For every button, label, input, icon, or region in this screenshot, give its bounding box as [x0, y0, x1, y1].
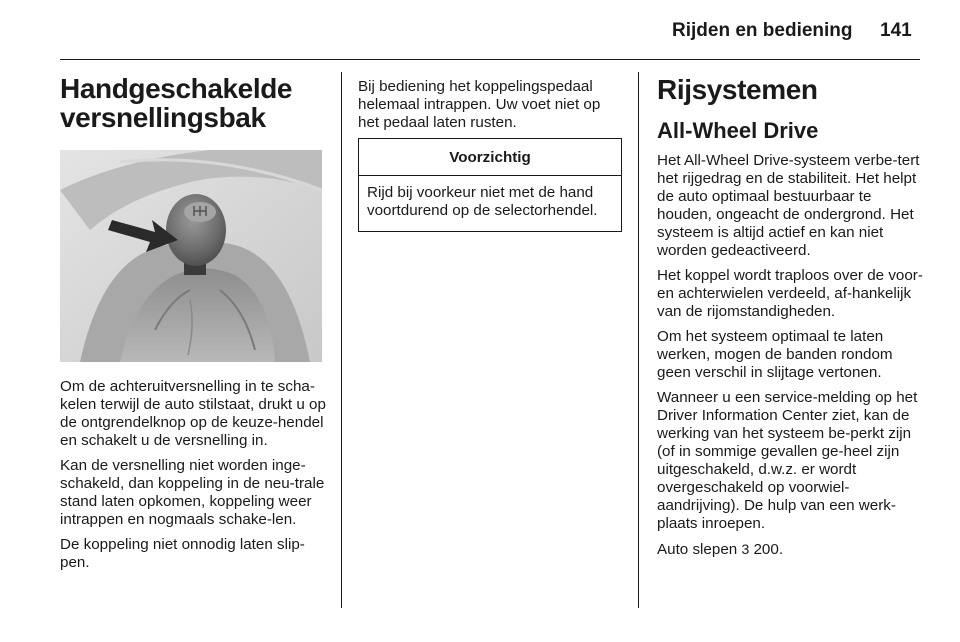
paragraph: Om de achteruitversnelling in te scha-kelen terwijl de auto stilstaat, drukt u op de ontgrendelknop op de keuze-hendel en schakelt u de versnelling in. — [60, 378, 326, 449]
caution-text: Rijd bij voorkeur niet met de hand voortdurend op de selectorhendel. — [367, 184, 598, 219]
header-title: Rijden en bediening — [672, 20, 853, 41]
paragraph: Het koppel wordt traploos over de voor- en achterwielen verdeeld, af-hankelijk van de rijomstandigheden. — [657, 267, 923, 320]
paragraph: De koppeling niet onnodig laten slip-pen. — [60, 536, 305, 571]
page-header — [0, 0, 960, 62]
paragraph: Het All-Wheel Drive-systeem verbe-tert het rijgedrag en de stabiliteit. Het helpt de auto optimaal bestuurbaar te houden, ongeacht de ondergrond. Het systeem is altijd actief en kan niet worden gedeactiveerd. — [657, 152, 920, 259]
paragraph: Bij bediening het koppelingspedaal helemaal intrappen. Uw voet niet op het pedaal laten rusten. — [358, 78, 601, 131]
header-rule — [60, 59, 920, 60]
caution-box — [358, 138, 622, 232]
subheading-all-wheel-drive: All-Wheel Drive — [657, 118, 819, 143]
gear-shift-figure — [60, 150, 322, 362]
cross-reference[interactable] — [657, 540, 923, 559]
section-heading-manual-transmission: Handgeschakelde versnellingsbak — [60, 73, 293, 133]
gear-shift-icon — [60, 150, 322, 362]
column-divider-left — [341, 72, 342, 608]
column-divider-right — [638, 72, 639, 608]
caution-title: Voorzichtig — [359, 139, 621, 176]
page-number: 141 — [880, 20, 912, 41]
section-heading-driving-systems: Rijsystemen — [657, 74, 818, 105]
xref-text: Auto slepen — [657, 541, 738, 558]
paragraph: Wanneer u een service-melding op het Driver Information Center ziet, kan de werking van het systeem be-perkt zijn (of in sommige gevallen ge-heel zijn uitgeschakeld, d.w.z. er wordt overgeschakeld op voorwiel-aandrijving). De hulp van een werk-plaats inroepen. — [657, 389, 918, 532]
left-column-text — [60, 378, 326, 579]
middle-column-text — [358, 78, 624, 139]
xref-arrow-icon: 3 — [741, 541, 750, 557]
xref-page: 200. — [753, 541, 784, 558]
paragraph: Om het systeem optimaal te laten werken, mogen de banden rondom geen verschil in slijtage vertonen. — [657, 328, 893, 381]
paragraph: Kan de versnelling niet worden inge-schakeld, dan koppeling in de neu-trale stand laten opkomen, koppeling weer intrappen en nogmaals schake-len. — [60, 457, 325, 528]
right-column-text — [657, 152, 923, 566]
